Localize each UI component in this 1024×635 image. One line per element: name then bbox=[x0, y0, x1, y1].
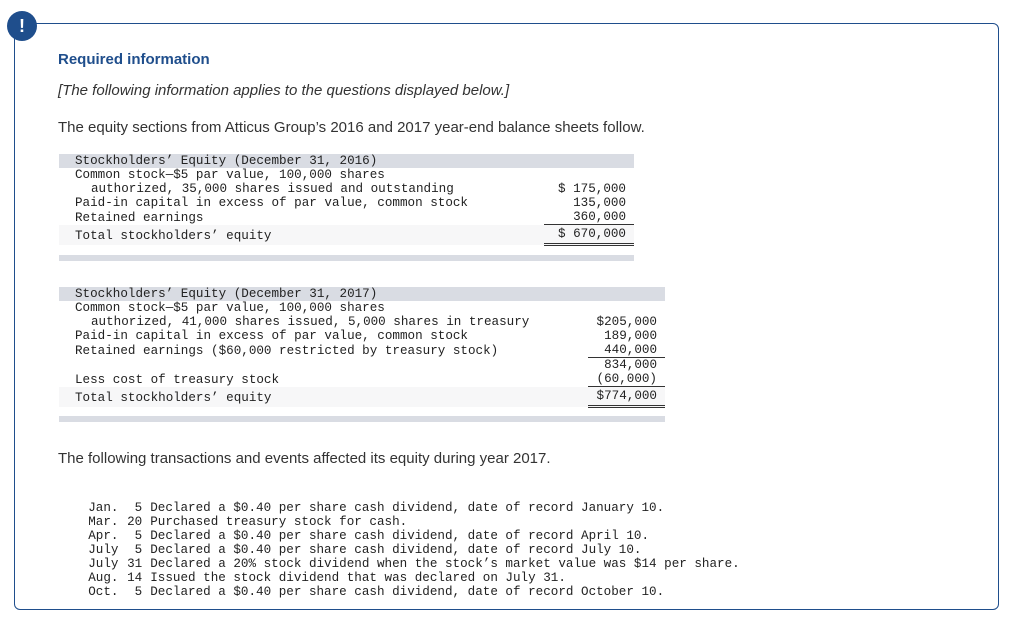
transaction-text: Declared a $0.40 per share cash dividend, date of record January 10. bbox=[150, 501, 665, 515]
table-row bbox=[59, 196, 634, 210]
table-row bbox=[59, 315, 665, 329]
transaction-text: Declared a $0.40 per share cash dividend, date of record October 10. bbox=[150, 585, 665, 599]
row-amount: 135,000 bbox=[573, 196, 626, 210]
transaction-text: Declared a $0.40 per share cash dividend, date of record April 10. bbox=[150, 529, 650, 543]
transactions-list bbox=[58, 487, 740, 599]
total-row bbox=[59, 225, 634, 245]
equity-table-2016 bbox=[59, 154, 634, 246]
transaction-month: July bbox=[88, 543, 119, 557]
transaction-day: 5 bbox=[134, 543, 143, 557]
instruction-note: [The following information applies to the questions displayed below.] bbox=[58, 82, 510, 99]
transaction-text: Declared a 20% stock dividend when the stock’s market value was $14 per share. bbox=[150, 557, 740, 571]
table-row bbox=[59, 358, 665, 373]
transactions-intro: The following transactions and events affected its equity during year 2017. bbox=[58, 450, 551, 467]
table-row bbox=[59, 372, 665, 387]
table-row bbox=[59, 182, 634, 196]
transaction-month: Aug. bbox=[88, 571, 119, 585]
row-label: Retained earnings bbox=[75, 210, 204, 225]
transaction-day: 5 bbox=[134, 529, 143, 543]
transaction-month: Apr. bbox=[88, 529, 119, 543]
transaction-month: July bbox=[88, 557, 119, 571]
row-label: Common stock—$5 par value, 100,000 shares bbox=[75, 168, 385, 182]
equity-table-2017 bbox=[59, 287, 665, 408]
transaction-text: Purchased treasury stock for cash. bbox=[150, 515, 408, 529]
transaction-day: 14 bbox=[127, 571, 143, 585]
row-label bbox=[59, 358, 588, 373]
row-label: Common stock—$5 par value, 100,000 shares bbox=[75, 301, 385, 315]
transaction-text: Issued the stock dividend that was declared on July 31. bbox=[150, 571, 566, 585]
transaction-day: 5 bbox=[134, 585, 143, 599]
total-row bbox=[59, 387, 665, 407]
transaction-month: Oct. bbox=[88, 585, 119, 599]
row-amount: 189,000 bbox=[604, 329, 657, 343]
table-row bbox=[59, 329, 665, 343]
alert-icon: ! bbox=[7, 11, 37, 41]
transaction-day: 20 bbox=[127, 515, 143, 529]
table-row bbox=[59, 343, 665, 358]
transaction-text: Declared a $0.40 per share cash dividend, date of record July 10. bbox=[150, 543, 642, 557]
total-amount: $ 670,000 bbox=[544, 225, 634, 245]
row-label: authorized, 41,000 shares issued, 5,000 shares in treasury bbox=[91, 315, 530, 329]
transaction-month: Jan. bbox=[88, 501, 119, 515]
row-label: Retained earnings ($60,000 restricted by treasury stock) bbox=[75, 343, 499, 358]
table-row bbox=[59, 168, 634, 182]
row-amount: 360,000 bbox=[544, 210, 634, 225]
row-label: Less cost of treasury stock bbox=[75, 372, 280, 387]
table-row bbox=[59, 210, 634, 225]
table-row bbox=[59, 301, 665, 315]
row-label: Paid-in capital in excess of par value, common stock bbox=[75, 329, 468, 343]
row-label: Paid-in capital in excess of par value, common stock bbox=[75, 196, 468, 210]
row-amount: $ 175,000 bbox=[557, 182, 626, 196]
transaction-day: 31 bbox=[127, 557, 143, 571]
table-header: Stockholders’ Equity (December 31, 2017) bbox=[59, 287, 665, 301]
table-header: Stockholders’ Equity (December 31, 2016) bbox=[59, 154, 634, 168]
total-label: Total stockholders’ equity bbox=[59, 225, 544, 245]
transaction-month: Mar. bbox=[88, 515, 119, 529]
row-amount: 440,000 bbox=[588, 343, 665, 358]
section-heading: Required information bbox=[58, 51, 210, 68]
list-item bbox=[58, 487, 740, 515]
table-footer-bar bbox=[59, 416, 665, 422]
row-amount bbox=[588, 301, 665, 315]
total-amount: $774,000 bbox=[588, 387, 665, 407]
row-amount: 834,000 bbox=[604, 358, 657, 372]
row-amount bbox=[544, 168, 634, 182]
table-footer-bar bbox=[59, 255, 634, 261]
transaction-day: 5 bbox=[134, 501, 143, 515]
row-amount: (60,000) bbox=[588, 372, 665, 387]
table-header-row bbox=[59, 154, 634, 168]
row-amount: $205,000 bbox=[596, 315, 657, 329]
row-label: authorized, 35,000 shares issued and outstanding bbox=[91, 182, 454, 196]
intro-text: The equity sections from Atticus Group’s 2016 and 2017 year-end balance sheets follow. bbox=[58, 119, 645, 136]
table-header-row bbox=[59, 287, 665, 301]
total-label: Total stockholders’ equity bbox=[59, 387, 588, 407]
